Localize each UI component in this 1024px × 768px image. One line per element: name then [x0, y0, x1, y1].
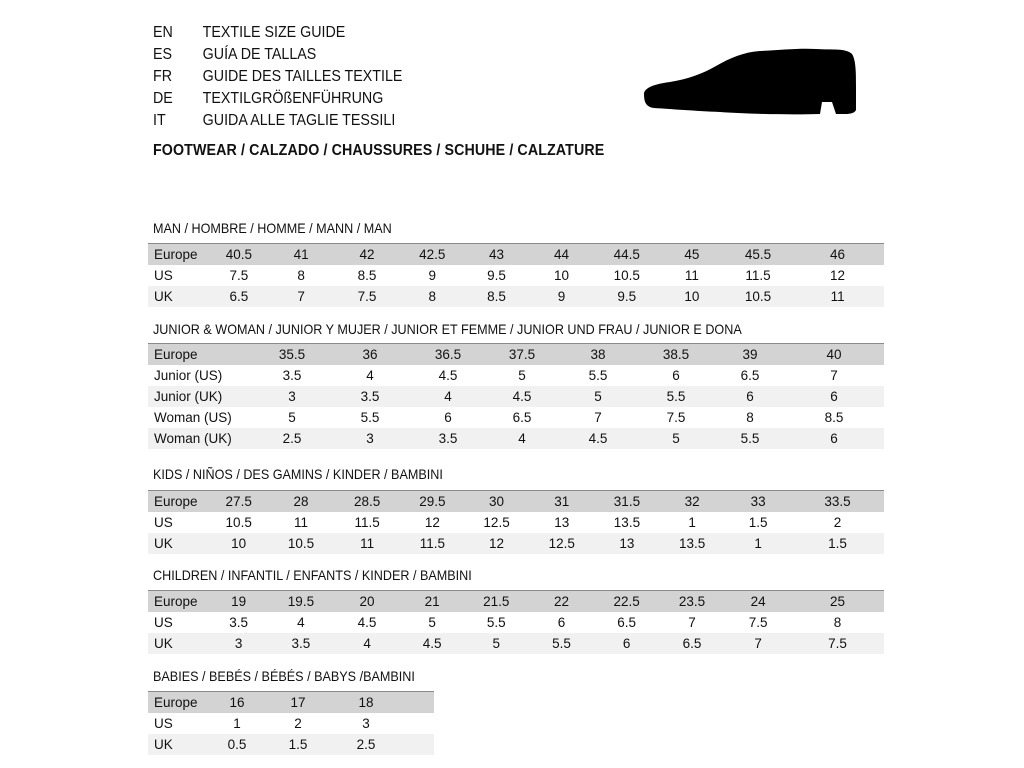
size-table-babies	[148, 691, 434, 755]
size-cell: 6	[672, 367, 680, 383]
size-cell: 4	[484, 428, 560, 449]
size-cell: 33	[725, 491, 791, 512]
size-cell: 5	[464, 633, 528, 654]
size-cell: 1.5	[748, 514, 768, 530]
lang-title: TEXTILGRÖßENFÜHRUNG	[202, 90, 384, 107]
row-label: US	[154, 267, 173, 283]
size-cell: 16	[210, 692, 264, 713]
size-cell: 7.5	[229, 267, 249, 283]
size-cell: 11	[791, 286, 884, 307]
size-cell: 3	[209, 633, 267, 654]
size-cell: 3.5	[328, 386, 412, 407]
lang-code: ES	[153, 46, 173, 63]
size-cell: 1	[688, 514, 696, 530]
size-cell: 6	[557, 614, 566, 630]
size-cell: 41	[268, 244, 334, 265]
size-cell: 11.5	[400, 533, 464, 554]
table-row	[148, 491, 884, 512]
size-cell: 3.5	[268, 633, 334, 654]
size-cell: 5	[560, 386, 636, 407]
row-label: UK	[148, 734, 210, 755]
size-cell: 10	[209, 533, 268, 554]
size-cell: 9	[529, 286, 595, 307]
size-cell: 2.5	[332, 734, 400, 755]
language-titles	[153, 22, 402, 132]
size-cell: 12.5	[529, 533, 595, 554]
size-cell: 10.5	[725, 286, 791, 307]
section-title-children: CHILDREN / INFANTIL / ENFANTS / KINDER / BAMBINI	[153, 567, 472, 583]
section-title-junior-woman: JUNIOR & WOMAN / JUNIOR Y MUJER / JUNIOR ET FEMME / JUNIOR UND FRAU / JUNIOR E DONA	[153, 321, 742, 337]
size-cell: 1	[725, 533, 791, 554]
row-label: Woman (US)	[154, 409, 232, 425]
size-cell: 13.5	[613, 514, 641, 530]
size-cell: 40.5	[210, 244, 269, 265]
size-cell: 40	[784, 344, 884, 365]
size-cell: 6.5	[740, 367, 760, 383]
lang-title: GUIDA ALLE TAGLIE TESSILI	[202, 112, 396, 129]
size-cell: 4	[297, 614, 305, 630]
size-cell: 38.5	[636, 344, 716, 365]
lang-row-en	[153, 22, 402, 44]
row-label: US	[154, 614, 173, 630]
size-cell: 36	[328, 344, 412, 365]
size-cell: 44	[529, 244, 595, 265]
size-cell: 6	[784, 428, 884, 449]
size-cell: 44.5	[595, 244, 659, 265]
row-label: Europe	[148, 491, 209, 512]
size-cell: 28.5	[334, 491, 400, 512]
size-cell: 4	[366, 367, 374, 383]
size-cell: 9	[428, 267, 437, 283]
size-cell: 10.5	[225, 514, 252, 530]
size-table-kids	[148, 490, 884, 554]
size-cell: 21	[400, 591, 464, 612]
table-row	[148, 633, 884, 654]
lang-row-it	[153, 110, 402, 132]
lang-title: TEXTILE SIZE GUIDE	[202, 24, 346, 41]
size-cell: 11.5	[354, 514, 380, 530]
row-label: Junior (UK)	[148, 386, 256, 407]
size-cell: 3	[328, 428, 412, 449]
row-label: Europe	[148, 244, 210, 265]
size-cell: 29.5	[400, 491, 464, 512]
row-filler	[400, 734, 434, 755]
size-cell: 6.5	[512, 409, 532, 425]
size-cell: 10	[659, 286, 725, 307]
table-row	[148, 428, 884, 449]
size-cell: 27.5	[209, 491, 268, 512]
size-cell: 33.5	[791, 491, 884, 512]
size-cell: 3	[256, 386, 328, 407]
size-cell: 5.5	[588, 367, 608, 383]
size-cell: 4.5	[560, 428, 636, 449]
table-row	[148, 407, 884, 428]
footwear-heading: FOOTWEAR / CALZADO / CHAUSSURES / SCHUHE / CALZATURE	[153, 142, 605, 159]
size-cell: 13	[595, 533, 659, 554]
size-cell: 5.5	[636, 386, 716, 407]
table-row	[148, 386, 884, 407]
size-cell: 17	[264, 692, 332, 713]
size-cell: 6.5	[617, 614, 637, 630]
size-cell: 4.5	[484, 386, 560, 407]
size-cell: 8.5	[357, 267, 377, 283]
size-cell: 2	[294, 715, 302, 731]
size-cell: 7.5	[748, 614, 768, 630]
table-row	[148, 734, 434, 755]
size-cell: 6	[716, 386, 784, 407]
size-cell: 7.5	[666, 409, 686, 425]
size-cell: 6.5	[210, 286, 269, 307]
size-cell: 8.5	[465, 286, 529, 307]
lang-row-de	[153, 88, 402, 110]
size-cell: 7	[594, 409, 602, 425]
size-cell: 28	[268, 491, 334, 512]
size-cell: 5	[288, 409, 296, 425]
size-cell: 8	[833, 614, 842, 630]
size-cell: 7.5	[334, 286, 400, 307]
size-cell: 7	[830, 367, 838, 383]
size-table-man	[148, 243, 884, 307]
size-cell: 2.5	[256, 428, 328, 449]
size-cell: 22	[528, 591, 594, 612]
size-cell: 9.5	[595, 286, 659, 307]
table-row	[148, 533, 884, 554]
row-label: Woman (UK)	[148, 428, 256, 449]
lang-code: EN	[153, 24, 173, 41]
row-label: US	[154, 715, 173, 731]
size-table-children	[148, 590, 884, 654]
size-cell: 1	[233, 715, 241, 731]
size-cell: 43	[465, 244, 529, 265]
size-cell: 4	[334, 633, 400, 654]
size-cell: 5.5	[486, 614, 506, 630]
table-row	[148, 344, 884, 365]
size-cell: 6.5	[659, 633, 725, 654]
size-cell: 5.5	[528, 633, 594, 654]
size-cell: 11.5	[745, 267, 771, 283]
size-cell: 0.5	[210, 734, 264, 755]
size-cell: 4	[412, 386, 484, 407]
table-row	[148, 692, 434, 713]
size-cell: 3.5	[282, 367, 302, 383]
size-cell: 7.5	[791, 633, 884, 654]
size-cell: 8.5	[824, 409, 844, 425]
size-cell: 13.5	[659, 533, 725, 554]
size-cell: 12	[830, 267, 846, 283]
size-cell: 6	[594, 633, 658, 654]
size-cell: 3	[362, 715, 370, 731]
size-cell: 5.5	[716, 428, 784, 449]
table-row	[148, 265, 884, 286]
shoe-icon	[640, 44, 858, 122]
row-filler	[400, 713, 434, 734]
size-cell: 5	[428, 614, 436, 630]
table-row	[148, 365, 884, 386]
size-cell: 12	[424, 514, 440, 530]
size-cell: 39	[716, 344, 784, 365]
size-cell: 10	[554, 267, 570, 283]
table-row	[148, 286, 884, 307]
size-cell: 10.5	[613, 267, 640, 283]
size-cell: 12.5	[483, 514, 510, 530]
size-table-junior-woman	[148, 343, 884, 449]
size-cell: 19.5	[268, 591, 334, 612]
size-cell: 6	[784, 386, 884, 407]
table-row	[148, 612, 884, 633]
size-cell: 46	[791, 244, 884, 265]
size-cell: 4.5	[357, 614, 377, 630]
row-label: UK	[148, 533, 209, 554]
size-cell: 6	[444, 409, 452, 425]
row-label: UK	[148, 286, 210, 307]
size-cell: 5	[636, 428, 716, 449]
size-cell: 11	[334, 533, 400, 554]
size-cell: 12	[464, 533, 528, 554]
row-label: Europe	[148, 344, 256, 365]
lang-row-es	[153, 44, 402, 66]
size-cell: 9.5	[487, 267, 506, 283]
size-cell: 18	[332, 692, 400, 713]
size-cell: 10.5	[268, 533, 334, 554]
row-label: Europe	[148, 692, 210, 713]
table-row	[148, 244, 884, 265]
size-cell: 4.5	[438, 367, 458, 383]
table-row	[148, 713, 434, 734]
lang-row-fr	[153, 66, 402, 88]
lang-code: IT	[153, 112, 166, 129]
size-cell: 1.5	[791, 533, 884, 554]
lang-code: DE	[153, 90, 173, 107]
size-cell: 11	[294, 514, 309, 530]
row-filler	[400, 692, 434, 713]
size-cell: 24	[725, 591, 791, 612]
size-cell: 3.5	[412, 428, 484, 449]
size-cell: 37.5	[484, 344, 560, 365]
lang-title: GUÍA DE TALLAS	[202, 46, 317, 63]
size-cell: 11	[684, 267, 699, 283]
size-cell: 19	[209, 591, 267, 612]
table-row	[148, 591, 884, 612]
size-cell: 4.5	[400, 633, 464, 654]
section-title-man: MAN / HOMBRE / HOMME / MANN / MAN	[153, 220, 392, 236]
size-cell: 42.5	[400, 244, 464, 265]
size-cell: 5.5	[360, 409, 380, 425]
size-cell: 8	[400, 286, 464, 307]
size-cell: 5	[518, 367, 526, 383]
size-cell: 8	[297, 267, 305, 283]
lang-title: GUIDE DES TAILLES TEXTILE	[202, 68, 403, 85]
table-row	[148, 512, 884, 533]
size-cell: 20	[334, 591, 400, 612]
size-cell: 32	[659, 491, 725, 512]
size-cell: 36.5	[412, 344, 484, 365]
size-cell: 21.5	[464, 591, 528, 612]
size-cell: 7	[268, 286, 334, 307]
size-cell: 1.5	[264, 734, 332, 755]
size-cell: 31	[529, 491, 595, 512]
size-cell: 45	[659, 244, 725, 265]
row-label: UK	[148, 633, 209, 654]
size-cell: 25	[791, 591, 884, 612]
lang-code: FR	[153, 68, 173, 85]
size-cell: 35.5	[256, 344, 328, 365]
row-label: US	[154, 514, 173, 530]
size-cell: 45.5	[725, 244, 791, 265]
size-cell: 13	[554, 514, 570, 530]
size-cell: 42	[334, 244, 400, 265]
section-title-babies: BABIES / BEBÉS / BÉBÉS / BABYS /BAMBINI	[153, 668, 415, 684]
size-cell: 30	[464, 491, 528, 512]
size-cell: 2	[833, 514, 842, 530]
section-title-kids: KIDS / NIÑOS / DES GAMINS / KINDER / BAMBINI	[153, 466, 443, 482]
size-cell: 3.5	[229, 614, 249, 630]
size-cell: 22.5	[594, 591, 658, 612]
row-label: Junior (US)	[154, 367, 223, 383]
size-cell: 7	[725, 633, 791, 654]
size-cell: 31.5	[595, 491, 659, 512]
size-cell: 38	[560, 344, 636, 365]
size-cell: 8	[746, 409, 754, 425]
size-cell: 7	[688, 614, 696, 630]
size-cell: 23.5	[659, 591, 725, 612]
row-label: Europe	[148, 591, 209, 612]
